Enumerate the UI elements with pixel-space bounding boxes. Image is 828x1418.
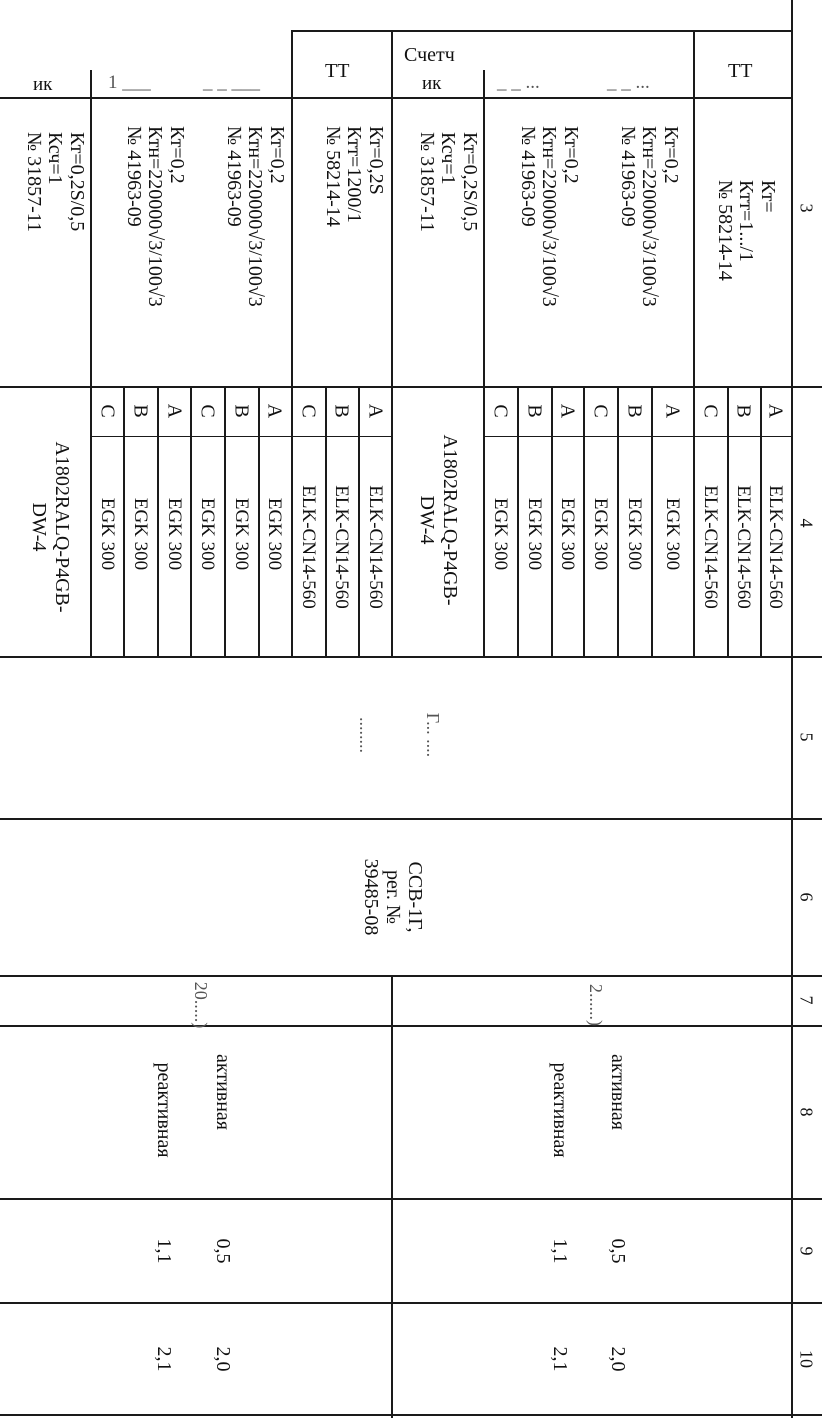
grid-line <box>0 818 822 820</box>
col9-active-right: 0,5 <box>607 1238 629 1264</box>
spec-meter-mid: Кт=0,2S/0,5 Ксч=1 № 31857-11 <box>415 132 481 232</box>
header-dash-left-a: 1 ___ <box>108 72 151 93</box>
col6-ssv: ССВ-1Г, рег. № 39485-08 <box>360 858 426 936</box>
col9-active-left: 0,5 <box>212 1238 234 1264</box>
grid-line <box>551 386 553 656</box>
grid-line <box>90 70 92 658</box>
phase-a: A <box>163 403 186 419</box>
device-elk: ELK-CN14-560 <box>298 485 319 609</box>
device-egk: EGK 300 <box>264 497 285 571</box>
device-egk: EGK 300 <box>662 497 683 571</box>
col8-reactive-left: реактивная <box>153 1062 175 1158</box>
device-egk: EGK 300 <box>624 497 645 571</box>
device-elk: ELK-CN14-560 <box>733 485 754 609</box>
column-number: 8 <box>796 1107 817 1117</box>
spec-tn-3: Кт=0,2 Ктн=220000√3/100√3 № 41963-09 <box>516 126 582 307</box>
col7-left: 20.....) <box>190 981 211 1029</box>
grid-line <box>123 386 125 656</box>
grid-line <box>651 386 653 656</box>
column-number: 7 <box>796 995 817 1005</box>
phase-c: C <box>297 404 320 418</box>
grid-line <box>617 386 619 656</box>
device-elk: ELK-CN14-560 <box>765 485 786 609</box>
phase-c: C <box>489 404 512 418</box>
grid-line <box>391 975 393 1418</box>
grid-line <box>157 386 159 656</box>
grid-line <box>0 1025 822 1027</box>
grid-line <box>291 30 791 32</box>
grid-line <box>291 436 391 437</box>
phase-b: B <box>230 404 253 418</box>
device-egk: EGK 300 <box>490 497 511 571</box>
phase-a: A <box>263 403 286 419</box>
device-elk: ELK-CN14-560 <box>331 485 352 609</box>
device-elk: ELK-CN14-560 <box>365 485 386 609</box>
col10-reactive-right: 2,1 <box>549 1346 571 1372</box>
grid-line <box>291 30 293 658</box>
column-number: 3 <box>796 203 817 213</box>
col10-reactive-left: 2,1 <box>153 1346 175 1372</box>
phase-c: C <box>96 404 119 418</box>
device-egk: EGK 300 <box>524 497 545 571</box>
spec-tn-1: Кт=0,2 Ктн=220000√3/100√3 № 41963-09 <box>122 126 188 307</box>
header-tt-mid: ТТ <box>325 60 350 82</box>
grid-line <box>727 386 729 656</box>
col5-text-a: Г... .... <box>422 712 443 758</box>
header-dash-right-b: _ _ ... <box>607 72 650 93</box>
column-number: 4 <box>796 518 817 528</box>
device-egk: EGK 300 <box>130 497 151 571</box>
column-number: 9 <box>796 1246 817 1256</box>
column-number: 5 <box>796 732 817 742</box>
grid-line <box>583 386 585 656</box>
header-dash-right-a: _ _ ... <box>497 72 540 93</box>
phase-b: B <box>129 404 152 418</box>
grid-line <box>760 386 762 656</box>
grid-line <box>517 386 519 656</box>
grid-line <box>0 1414 822 1416</box>
spec-tn-4: Кт=0,2 Ктн=220000√3/100√3 № 41963-09 <box>616 126 682 307</box>
grid-line <box>791 0 793 1418</box>
grid-line <box>258 386 260 656</box>
grid-line <box>693 30 695 658</box>
phase-b: B <box>732 404 755 418</box>
grid-line <box>693 436 791 437</box>
column-number: 6 <box>796 892 817 902</box>
phase-a: A <box>764 403 787 419</box>
device-meter-model-mid: A1802RALQ-P4GB- DW-4 <box>416 434 461 606</box>
grid-line <box>483 70 485 658</box>
device-egk: EGK 300 <box>231 497 252 571</box>
header-schetchik-1: Счетч <box>404 44 455 66</box>
phase-b: B <box>330 404 353 418</box>
col9-reactive-right: 1,1 <box>549 1238 571 1264</box>
grid-line <box>0 1198 822 1200</box>
device-meter-model-left: A1802RALQ-P4GB- DW-4 <box>28 441 73 613</box>
grid-line <box>0 1302 822 1304</box>
col8-active-left: активная <box>212 1054 234 1130</box>
grid-line <box>0 97 791 99</box>
col8-reactive-right: реактивная <box>549 1062 571 1158</box>
phase-c: C <box>589 404 612 418</box>
phase-c: C <box>699 404 722 418</box>
grid-line <box>190 386 192 656</box>
col5-text-b: ........ <box>355 717 376 753</box>
col8-active-right: активная <box>607 1054 629 1130</box>
device-egk: EGK 300 <box>590 497 611 571</box>
header-ik-left: ик <box>33 74 53 95</box>
col10-active-left: 2,0 <box>212 1346 234 1372</box>
col10-active-right: 2,0 <box>607 1346 629 1372</box>
column-number: 10 <box>796 1350 817 1368</box>
device-egk: EGK 300 <box>97 497 118 571</box>
phase-a: A <box>661 403 684 419</box>
phase-b: B <box>623 404 646 418</box>
header-dash-left-b: _ _ ___ <box>203 72 260 93</box>
grid-line <box>0 975 822 977</box>
grid-line <box>90 436 291 437</box>
device-egk: EGK 300 <box>557 497 578 571</box>
col7-right: 2......) <box>585 984 606 1026</box>
grid-line <box>325 386 327 656</box>
spec-meter-left: Кт=0,2S/0,5 Ксч=1 № 31857-11 <box>22 132 88 232</box>
header-schetchik-2: ик <box>422 73 442 94</box>
phase-a: A <box>364 403 387 419</box>
phase-a: A <box>556 403 579 419</box>
grid-line <box>0 656 822 658</box>
grid-line <box>483 436 693 437</box>
grid-line <box>358 386 360 656</box>
phase-b: B <box>523 404 546 418</box>
device-egk: EGK 300 <box>197 497 218 571</box>
col9-reactive-left: 1,1 <box>153 1238 175 1264</box>
device-egk: EGK 300 <box>164 497 185 571</box>
spec-tn-2: Кт=0,2 Ктн=220000√3/100√3 № 41963-09 <box>222 126 288 307</box>
spec-tt-2: Кт= Ктт=1.../1 № 58214-14 <box>713 180 779 281</box>
phase-c: C <box>196 404 219 418</box>
spec-tt-1: Кт=0,2S Ктт=1200/1 № 58214-14 <box>321 126 387 227</box>
grid-line <box>391 30 393 658</box>
device-elk: ELK-CN14-560 <box>700 485 721 609</box>
header-tt-right: ТТ <box>728 60 753 82</box>
grid-line <box>224 386 226 656</box>
